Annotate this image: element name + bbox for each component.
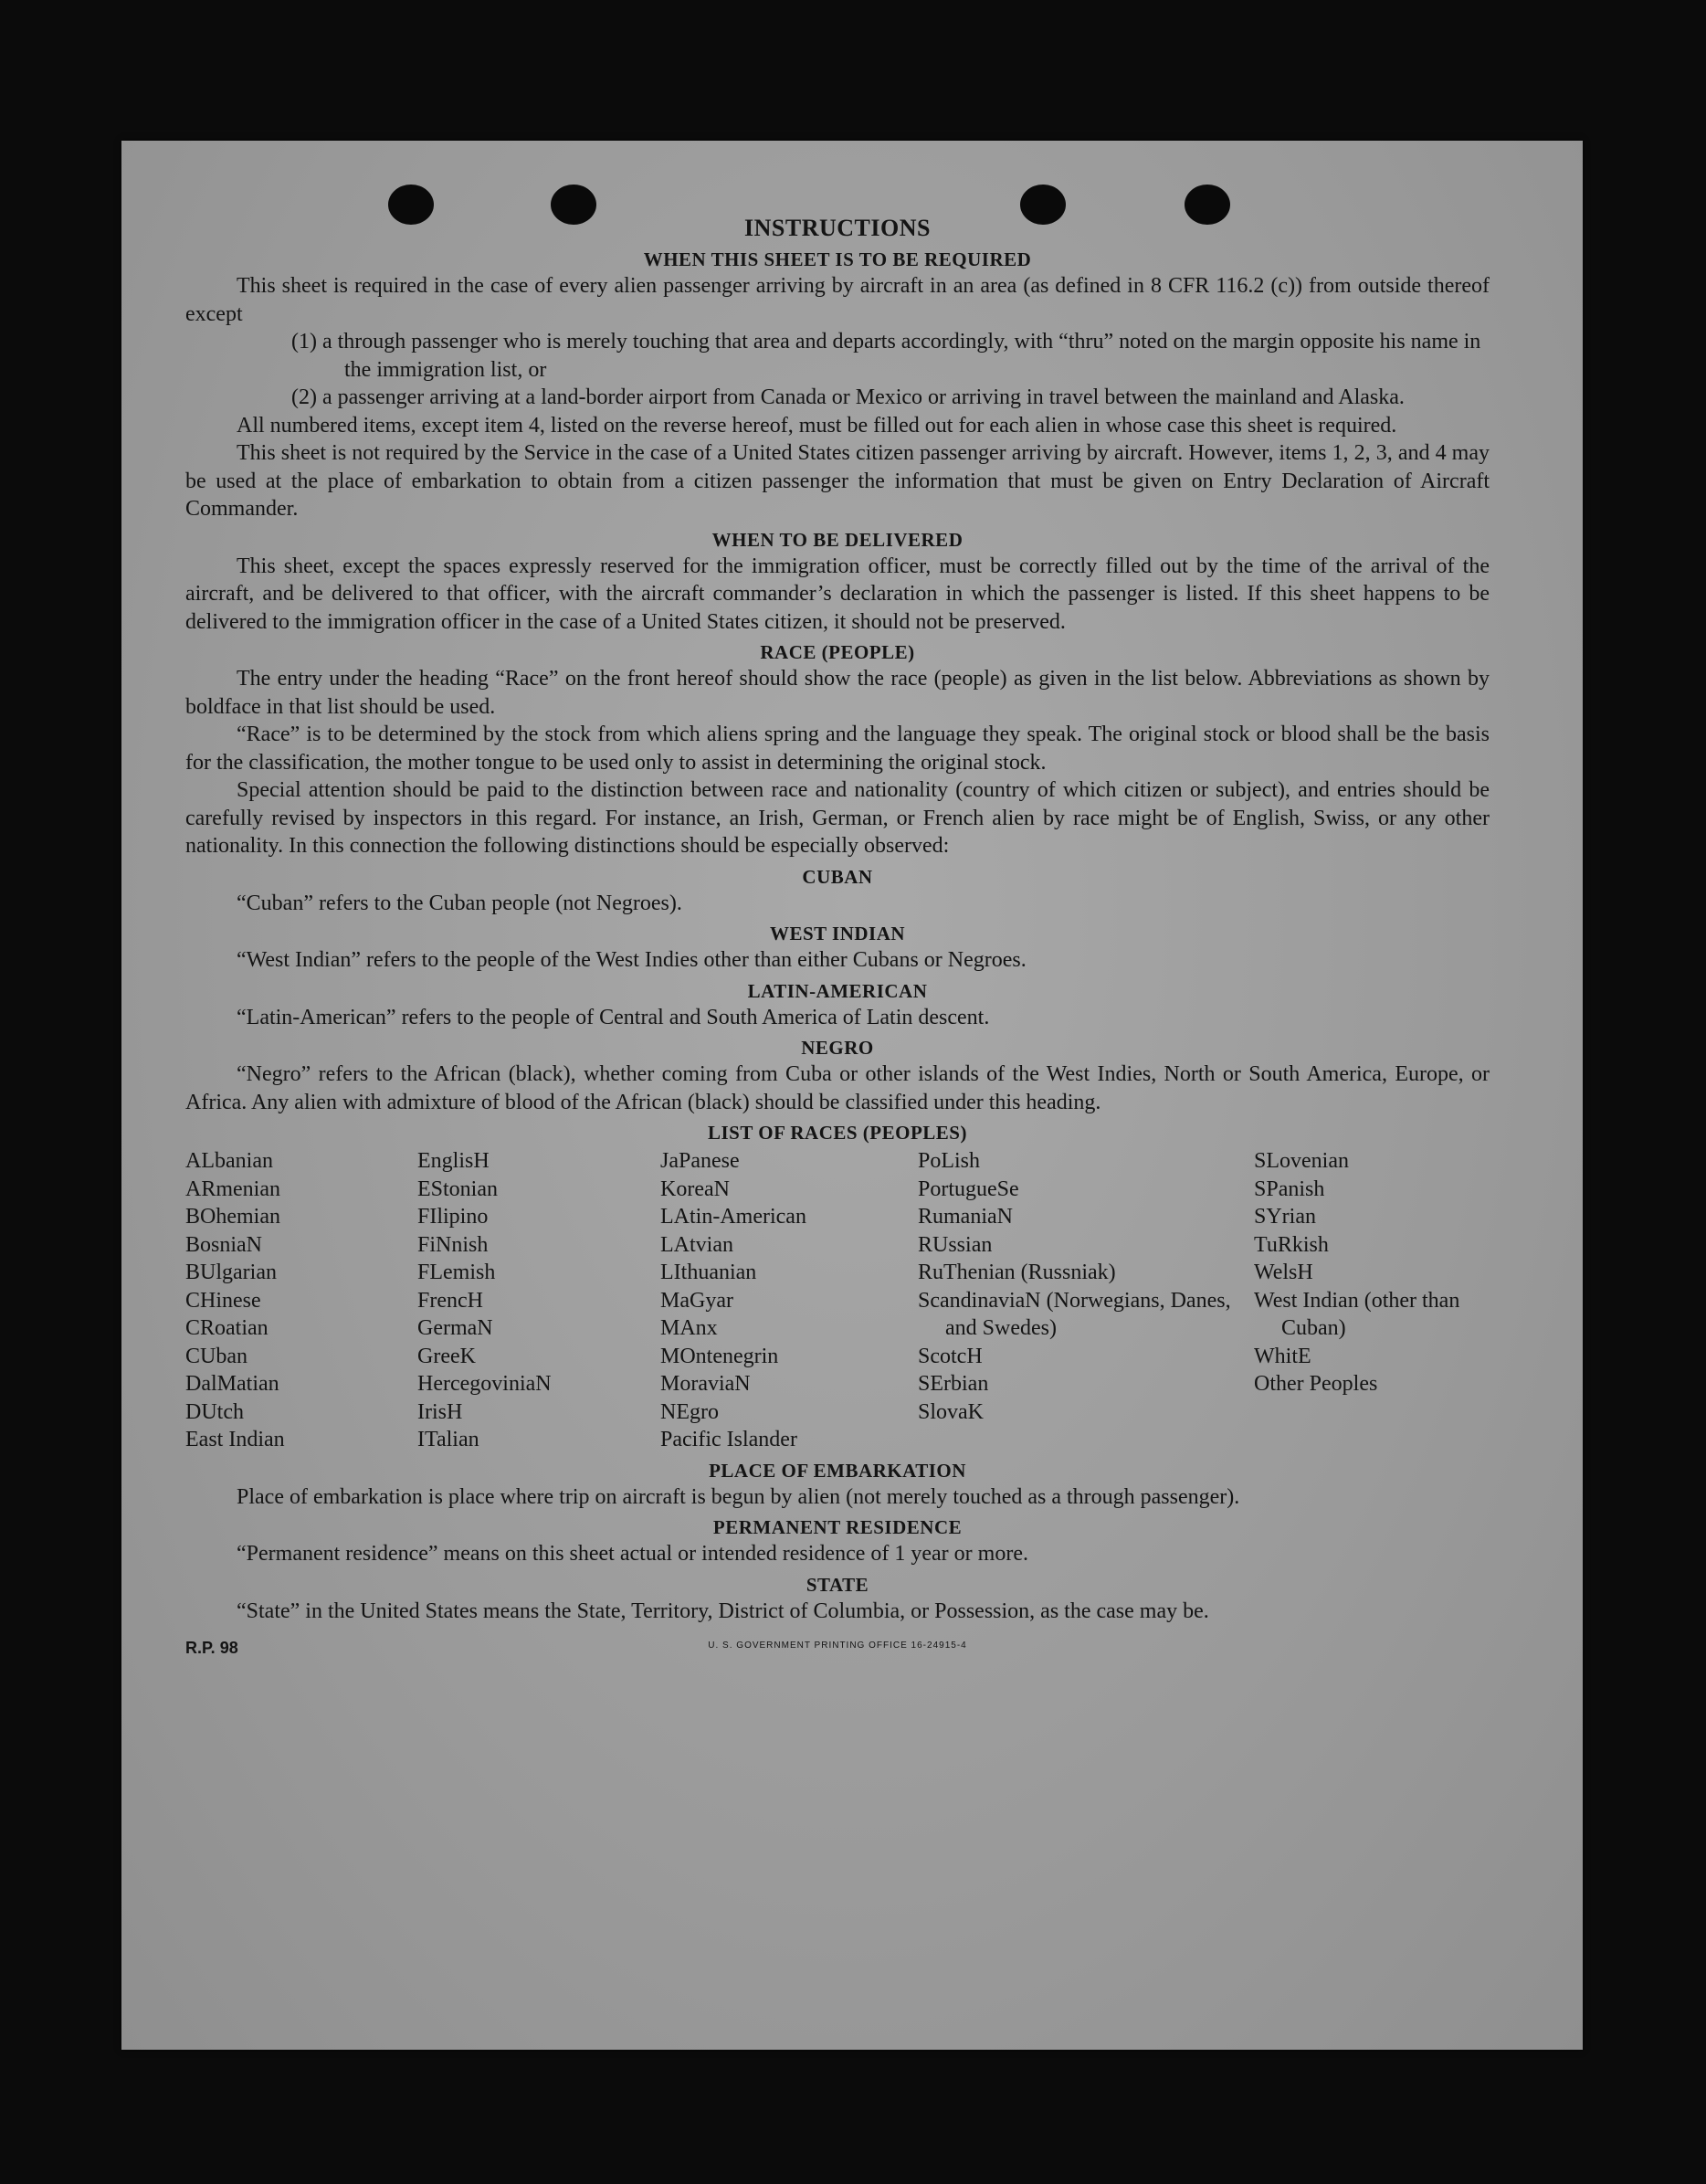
race-item: WhitE [1254,1344,1311,1368]
race-item: BUlgarian [185,1261,277,1284]
race-item: EnglisH [417,1149,490,1173]
exception-item-2: (2) a passenger arriving at a land-border airport from Canada or Mexico or arriving in travel between the mainland and Alaska. [291,385,1405,409]
race-item: JaPanese [660,1149,740,1173]
negro-definition: “Negro” refers to the African (black), whether coming from Cuba or other islands of the West Indies, North or South America, Europe, or Africa. Any alien with admixture of blood of the African (black) should be classified under this heading. [185,1062,1490,1114]
embarkation-definition: Place of embarkation is place where trip on aircraft is begun by alien (not merely touched as a through passenger). [237,1484,1240,1509]
race-item: SPanish [1254,1176,1325,1201]
races-column-5 [1254,1147,1490,1454]
west-indian-heading: WEST INDIAN [769,923,906,944]
numbered-items-paragraph: All numbered items, except item 4, listed on the reverse hereof, must be filled out for each alien in whose case this sheet is required. [237,413,1397,438]
exception-item-1: (1) a through passenger who is merely touching that area and departs accordingly, with “thru” noted on the margin opposite his name in the immigration list, or [291,330,1481,382]
race-item: ScandinaviaN (Norwegians, Danes, and Swedes) [918,1288,1231,1340]
race-item: RuThenian (Russniak) [918,1261,1116,1284]
form-number: R.P. 98 [185,1639,238,1657]
cuban-heading: CUBAN [802,865,873,888]
race-item: LIthuanian [660,1261,757,1284]
citizen-paragraph: This sheet is not required by the Service in the case of a United States citizen passenger arriving by aircraft. However, items 1, 2, 3, and 4 may be used at the place of embarkation to obtain from a citizen passenger the information that must be given on Entry Declaration of Aircraft Commander. [185,441,1490,521]
permanent-residence-heading: PERMANENT RESIDENCE [712,1516,963,1538]
race-item: BosniaN [185,1232,262,1257]
place-of-embarkation-heading: PLACE OF EMBARKATION [709,1459,966,1482]
race-item: CHinese [185,1288,261,1313]
races-column-4 [918,1147,1254,1454]
race-item: East Indian [185,1428,285,1451]
race-item: DUtch [185,1399,244,1424]
latin-american-heading: LATIN-AMERICAN [747,979,928,1002]
race-item: WelsH [1254,1261,1313,1284]
race-item: PoLish [918,1149,981,1173]
race-item: IrisH [417,1399,463,1424]
race-heading: RACE (PEOPLE) [760,641,915,663]
race-paragraph-1: The entry under the heading “Race” on the front hereof should show the race (people) as given in the list below. Abbreviations as shown by boldface in that list should be used. [185,667,1490,719]
required-intro: This sheet is required in the case of every alien passenger arriving by aircraft in an area (as defined in 8 CFR 116.2 (c)) from outside thereof except [185,274,1490,326]
race-item: DalMatian [185,1372,279,1396]
race-item: MaGyar [660,1288,733,1313]
race-item: LAtin-American [660,1205,806,1229]
races-column-2 [417,1147,660,1454]
instructions-content [185,214,1490,1662]
latin-american-definition: “Latin-American” refers to the people of Central and South America of Latin descent. [237,1005,990,1029]
race-item: SlovaK [918,1399,984,1424]
negro-heading: NEGRO [801,1037,874,1059]
race-item: ITalian [417,1428,479,1451]
race-item: SYrian [1254,1205,1316,1229]
race-paragraph-2: “Race” is to be determined by the stock from which aliens spring and the language they speak. The original stock or blood shall be the basis for the classification, the mother tongue to be used only to assist in determining the original stock. [185,723,1490,775]
when-delivered-heading: WHEN TO BE DELIVERED [711,528,964,551]
race-item: GermaN [417,1316,493,1340]
cuban-definition: “Cuban” refers to the Cuban people (not Negroes). [237,891,682,915]
state-heading: STATE [806,1573,869,1596]
race-item: HercegoviniaN [417,1372,552,1396]
race-item: ARmenian [185,1176,280,1201]
list-of-races-heading: LIST OF RACES (PEOPLES) [708,1122,967,1144]
instructions-heading: INSTRUCTIONS [744,215,931,241]
race-item: KoreaN [660,1176,730,1201]
race-item: MoraviaN [660,1372,751,1396]
race-item: CRoatian [185,1316,269,1340]
west-indian-definition: “West Indian” refers to the people of the West Indies other than either Cubans or Negroes. [237,948,1027,972]
race-item: LAtvian [660,1232,733,1257]
race-item: PortugueSe [918,1176,1019,1201]
races-column-3 [660,1147,918,1454]
race-item: NEgro [660,1399,719,1424]
race-item: BOhemian [185,1205,280,1229]
document-sheet [121,141,1583,2050]
state-definition: “State” in the United States means the State, Territory, District of Columbia, or Possession, as the case may be. [237,1598,1209,1623]
race-item: RUssian [918,1232,993,1257]
race-item: West Indian (other than Cuban) [1254,1288,1460,1340]
race-item: FiNnish [417,1232,489,1257]
delivered-paragraph: This sheet, except the spaces expressly reserved for the immigration officer, must be correctly filled out by the time of the arrival of the aircraft, and be delivered to that officer, with the aircraft commander’s declaration in which the passenger is listed. If this sheet happens to be delivered to the immigration officer in the case of a United States citizen, it should not be preserved. [185,554,1490,634]
race-item: Other Peoples [1254,1372,1378,1396]
race-item: TuRkish [1254,1232,1329,1257]
race-item: SErbian [918,1372,989,1396]
when-required-heading: WHEN THIS SHEET IS TO BE REQUIRED [643,248,1032,270]
race-item: ALbanian [185,1149,273,1173]
printer-imprint: U. S. GOVERNMENT PRINTING OFFICE 16-24915-4 [708,1641,967,1651]
race-item: EStonian [417,1176,498,1201]
races-list [185,1147,1490,1454]
footer [185,1634,1490,1662]
race-item: FrencH [417,1288,483,1313]
races-column-1 [185,1147,417,1454]
race-item: MAnx [660,1316,718,1340]
race-item: Pacific Islander [660,1428,797,1451]
race-item: GreeK [417,1344,476,1368]
race-item: RumaniaN [918,1205,1013,1229]
race-item: ScotcH [918,1344,983,1368]
race-item: SLovenian [1254,1149,1349,1173]
race-item: FIlipino [417,1205,489,1229]
race-item: FLemish [417,1261,496,1284]
race-paragraph-3: Special attention should be paid to the distinction between race and nationality (country of which citizen or subject), and entries should be carefully revised by inspectors in this regard. For instance, an Irish, German, or French alien by race might be of English, Swiss, or any other nationality. In this connection the following distinctions should be especially observed: [185,778,1490,858]
residence-definition: “Permanent residence” means on this sheet actual or intended residence of 1 year or more. [237,1542,1028,1566]
race-item: MOntenegrin [660,1344,779,1368]
race-item: CUban [185,1344,247,1368]
